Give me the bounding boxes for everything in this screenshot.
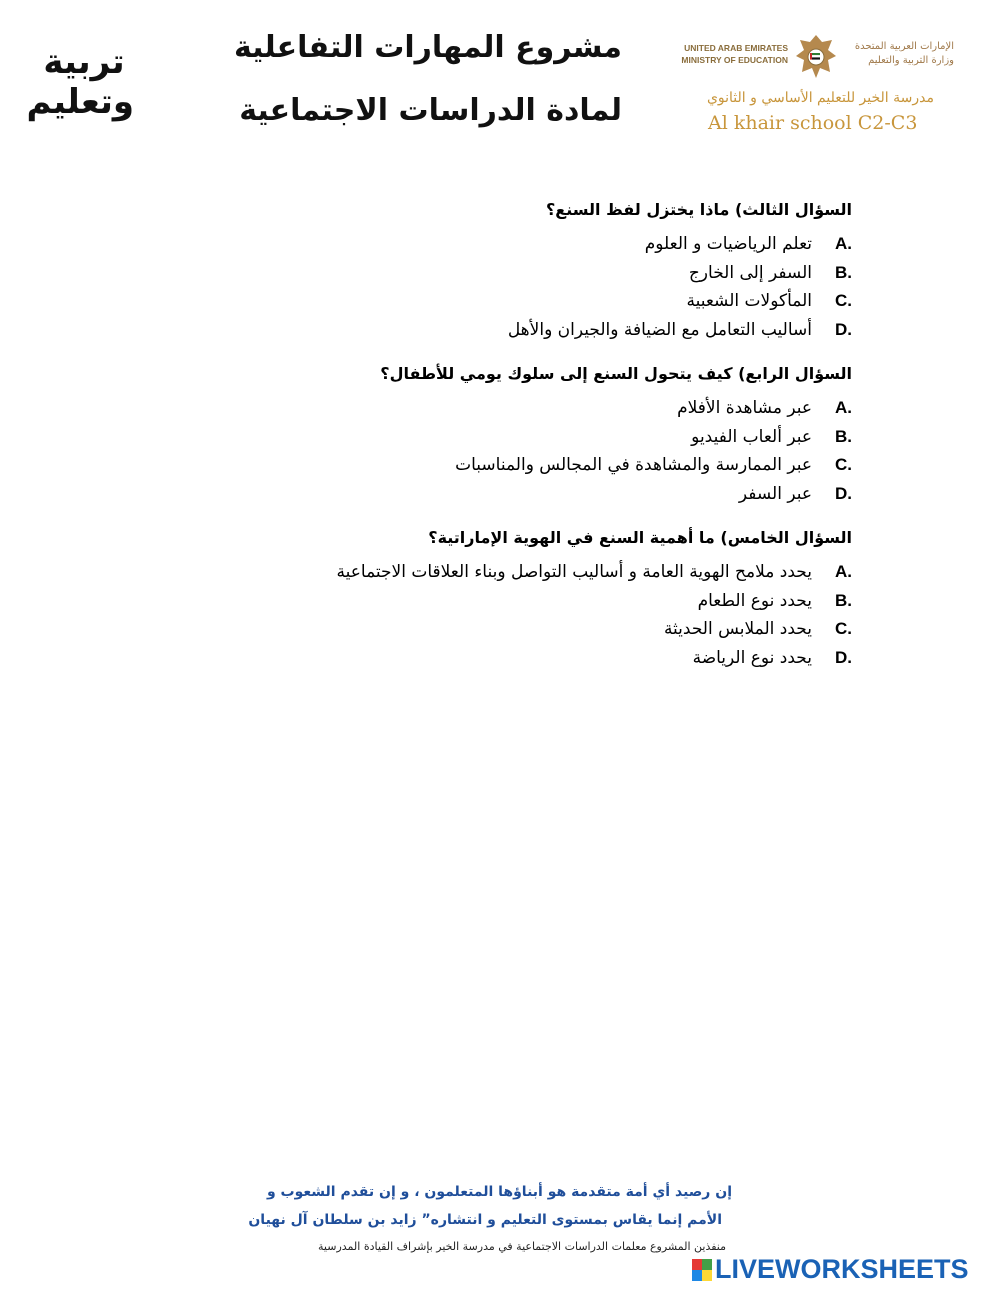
- option-a[interactable]: [232, 394, 852, 423]
- option-text: السفر إلى الخارج: [688, 262, 812, 283]
- option-text: المأكولات الشعبية: [686, 291, 812, 311]
- option-letter: A.: [835, 562, 852, 581]
- page-title-line-2: لمادة الدراسات الاجتماعية: [239, 93, 622, 128]
- option-text: عبر الممارسة والمشاهدة في المجالس والمناسبات: [455, 455, 812, 475]
- option-d[interactable]: [232, 316, 852, 345]
- question-text: السؤال الرابع) كيف يتحول السنع إلى سلوك يومي للأطفال؟: [380, 364, 852, 383]
- option-text: عبر مشاهدة الأفلام: [677, 398, 812, 418]
- option-d[interactable]: [232, 480, 852, 509]
- question-5: [232, 526, 852, 672]
- ministry-ar-line-1: الإمارات العربية المتحدة: [854, 41, 954, 52]
- option-a[interactable]: [232, 558, 852, 587]
- tarbiya-taleem-logo: [26, 42, 134, 122]
- option-text: يحدد نوع الطعام: [697, 590, 812, 611]
- ministry-en-line-2: MINISTRY OF EDUCATION: [681, 55, 788, 65]
- option-b[interactable]: [232, 587, 852, 616]
- option-letter: C.: [835, 455, 852, 474]
- logo-line-1: تربية: [43, 42, 125, 82]
- ministry-ar-line-2: وزارة التربية والتعليم: [868, 55, 954, 66]
- page-title-line-1: مشروع المهارات التفاعلية: [233, 30, 622, 65]
- liveworksheets-logo[interactable]: [692, 1254, 969, 1285]
- option-c[interactable]: [232, 451, 852, 480]
- footer-credits: منفذين المشروع معلمات الدراسات الاجتماعية في مدرسة الخير بإشراف القيادة المدرسية: [318, 1240, 726, 1253]
- option-text: أساليب التعامل مع الضيافة والجيران والأهل: [507, 319, 812, 340]
- questions-section: [232, 198, 852, 690]
- question-text: السؤال الخامس) ما أهمية السنع في الهوية الإماراتية؟: [428, 528, 852, 547]
- option-letter: A.: [835, 234, 852, 253]
- question-4: [232, 362, 852, 508]
- option-c[interactable]: [232, 615, 852, 644]
- option-letter: A.: [835, 398, 852, 417]
- option-b[interactable]: [232, 423, 852, 452]
- ministry-name-arabic: [844, 40, 954, 68]
- logo-line-2: وتعليم: [26, 82, 134, 122]
- option-c[interactable]: [232, 287, 852, 316]
- option-b[interactable]: [232, 259, 852, 288]
- option-letter: B.: [835, 426, 852, 446]
- question-text: السؤال الثالث) ماذا يختزل لفظ السنع؟: [546, 200, 852, 219]
- question-3: [232, 198, 852, 344]
- option-text: يحدد ملامح الهوية العامة و أساليب التواصل وبناء العلاقات الاجتماعية: [336, 562, 812, 582]
- option-letter: B.: [835, 262, 852, 282]
- footer-quote-line-2: الأمم إنما يقاس بمستوى التعليم و انتشاره” زايد بن سلطان آل نهيان: [248, 1212, 722, 1228]
- school-name-arabic: مدرسة الخير للتعليم الأساسي و الثانوي: [706, 90, 934, 106]
- liveworksheets-brand: LIVEWORKSHEETS: [715, 1254, 969, 1284]
- option-letter: B.: [835, 590, 852, 610]
- footer-quote-line-1: إن رصيد أي أمة متقدمة هو أبناؤها المتعلمون ، و إن تقدم الشعوب و: [266, 1184, 732, 1200]
- option-d[interactable]: [232, 644, 852, 673]
- option-a[interactable]: [232, 230, 852, 259]
- ministry-en-line-1: UNITED ARAB EMIRATES: [684, 43, 788, 53]
- option-letter: C.: [835, 291, 852, 310]
- liveworksheets-icon: [692, 1259, 712, 1281]
- option-letter: C.: [835, 619, 852, 638]
- ministry-name-english: [676, 42, 788, 66]
- option-text: يحدد نوع الرياضة: [692, 647, 812, 668]
- option-letter: D.: [835, 647, 852, 667]
- option-text: عبر ألعاب الفيديو: [691, 426, 812, 447]
- option-letter: D.: [835, 319, 852, 339]
- option-text: تعلم الرياضيات و العلوم: [644, 234, 812, 254]
- option-text: عبر السفر: [738, 483, 812, 504]
- school-name-english: Al khair school C2-C3: [708, 112, 918, 134]
- option-text: يحدد الملابس الحديثة: [663, 619, 812, 639]
- option-letter: D.: [835, 483, 852, 503]
- uae-emblem-icon: [794, 32, 838, 80]
